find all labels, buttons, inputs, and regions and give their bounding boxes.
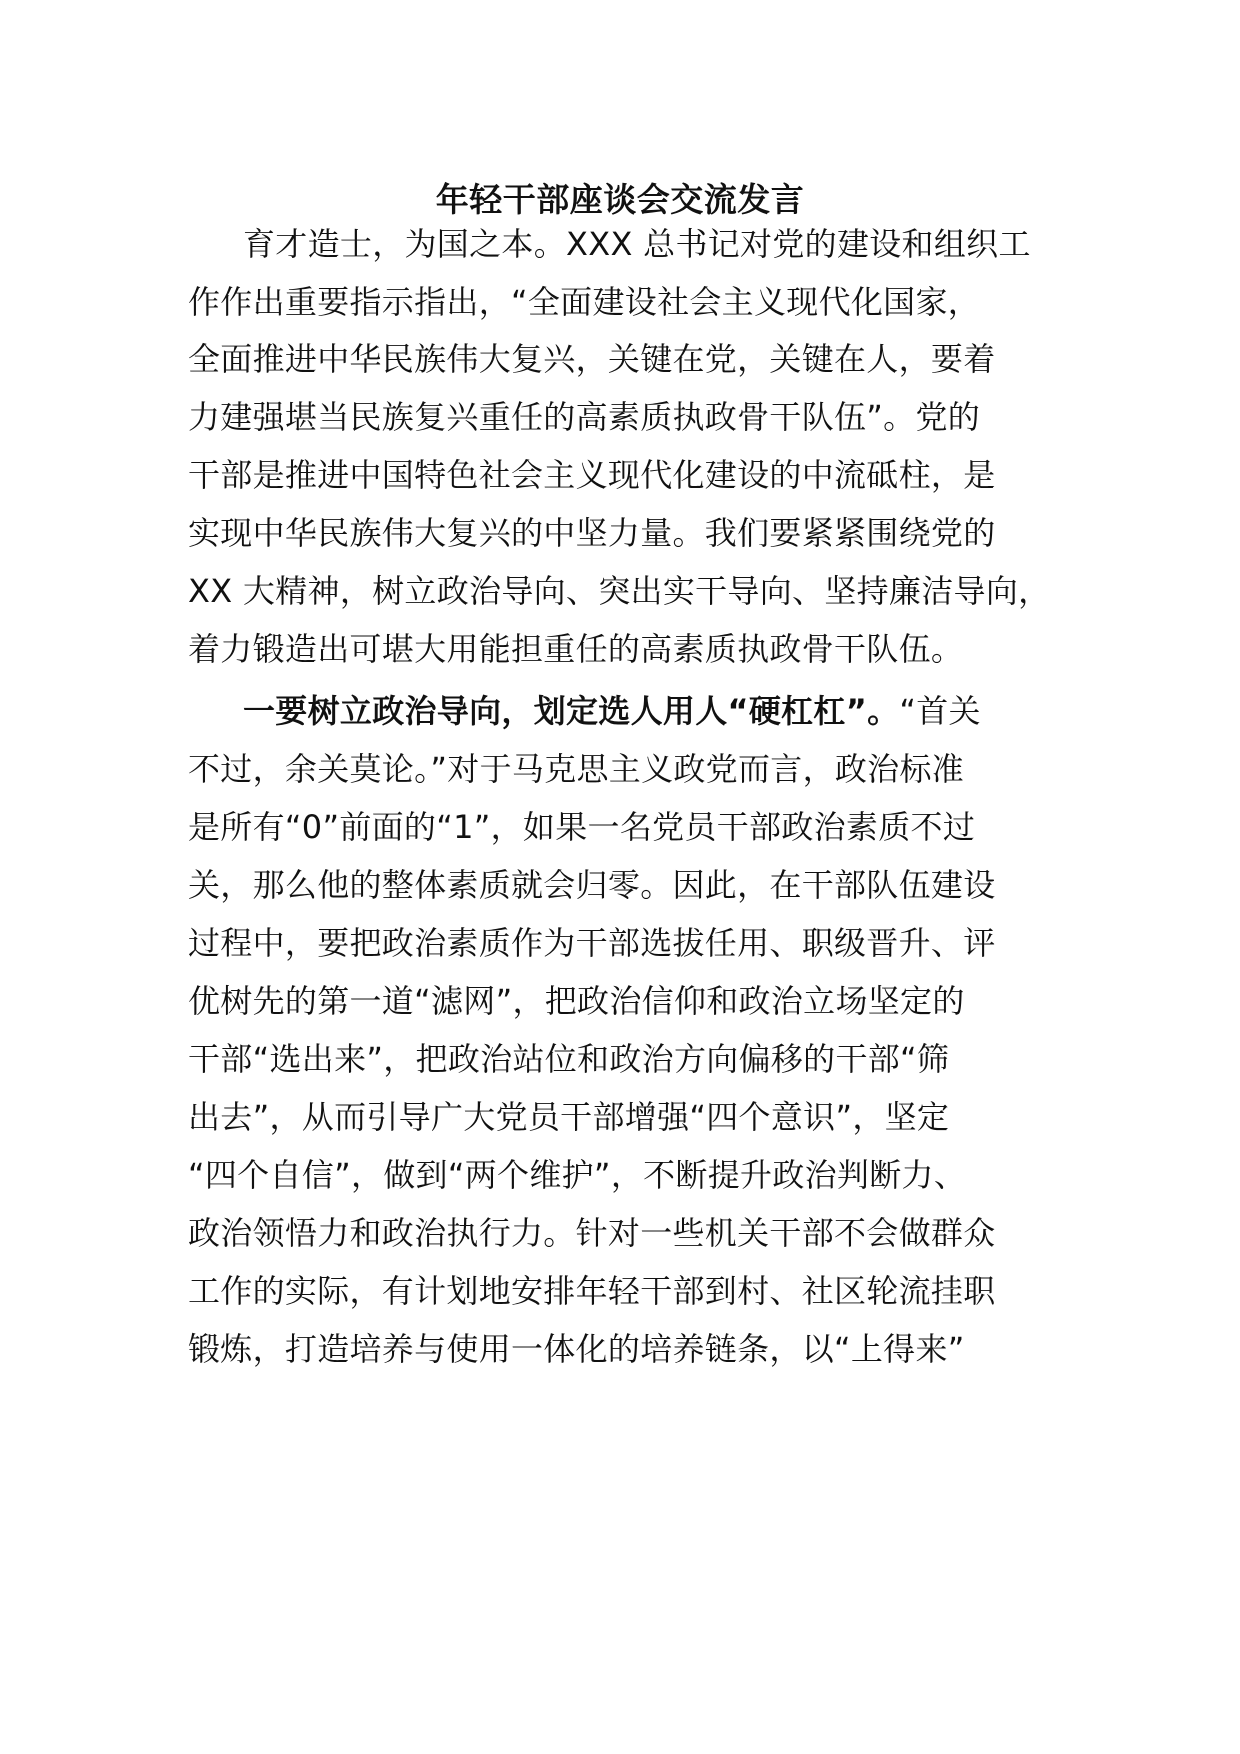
paragraph-2-first-line — [243, 689, 981, 733]
paragraph-2-line-5: 过程中，要把政治素质作为干部选拔任用、职级晋升、评 — [188, 924, 996, 962]
paragraph-1-line-1: 育才造士，为国之本。XXX 总书记对党的建设和组织工 — [243, 225, 1031, 263]
paragraph-2-line-3: 是所有“0”前面的“1”，如果一名党员干部政治素质不过 — [188, 808, 976, 846]
paragraph-1-line-8: 着力锻造出可堪大用能担重任的高素质执政骨干队伍。 — [188, 630, 964, 668]
paragraph-1-line-6: 实现中华民族伟大复兴的中坚力量。我们要紧紧围绕党的 — [188, 514, 996, 552]
paragraph-2-line-11: 工作的实际，有计划地安排年轻干部到村、社区轮流挂职 — [188, 1272, 996, 1310]
paragraph-1-line-5: 干部是推进中国特色社会主义现代化建设的中流砥柱，是 — [188, 456, 996, 494]
paragraph-2-first-line-rest: “首关 — [899, 692, 981, 730]
paragraph-2-line-2: 不过，余关莫论。”对于马克思主义政党而言，政治标准 — [188, 750, 965, 788]
paragraph-2-line-9: “四个自信”，做到“两个维护”，不断提升政治判断力、 — [188, 1156, 967, 1194]
paragraph-2-line-6: 优树先的第一道“滤网”，把政治信仰和政治立场坚定的 — [188, 982, 965, 1020]
paragraph-2-line-12: 锻炼，打造培养与使用一体化的培养链条，以“上得来” — [188, 1330, 965, 1368]
paragraph-2-heading: 一要树立政治导向，划定选人用人“硬杠杠”。 — [243, 692, 900, 730]
paragraph-2-line-4: 关，那么他的整体素质就会归零。因此，在干部队伍建设 — [188, 866, 996, 904]
paragraph-1-line-2: 作作出重要指示指出，“全面建设社会主义现代化国家， — [188, 283, 981, 321]
paragraph-2-line-10: 政治领悟力和政治执行力。针对一些机关干部不会做群众 — [188, 1214, 996, 1252]
document-title: 年轻干部座谈会交流发言 — [435, 180, 805, 219]
paragraph-2-line-7: 干部“选出来”，把政治站位和政治方向偏移的干部“筛 — [188, 1040, 950, 1078]
paragraph-1-line-4: 力建强堪当民族复兴重任的高素质执政骨干队伍”。党的 — [188, 398, 981, 436]
paragraph-1-line-7: XX 大精神，树立政治导向、突出实干导向、坚持廉洁导向， — [188, 572, 1051, 610]
paragraph-1-line-3: 全面推进中华民族伟大复兴，关键在党，关键在人，要着 — [188, 340, 996, 378]
paragraph-2-line-8: 出去”，从而引导广大党员干部增强“四个意识”，坚定 — [188, 1098, 950, 1136]
